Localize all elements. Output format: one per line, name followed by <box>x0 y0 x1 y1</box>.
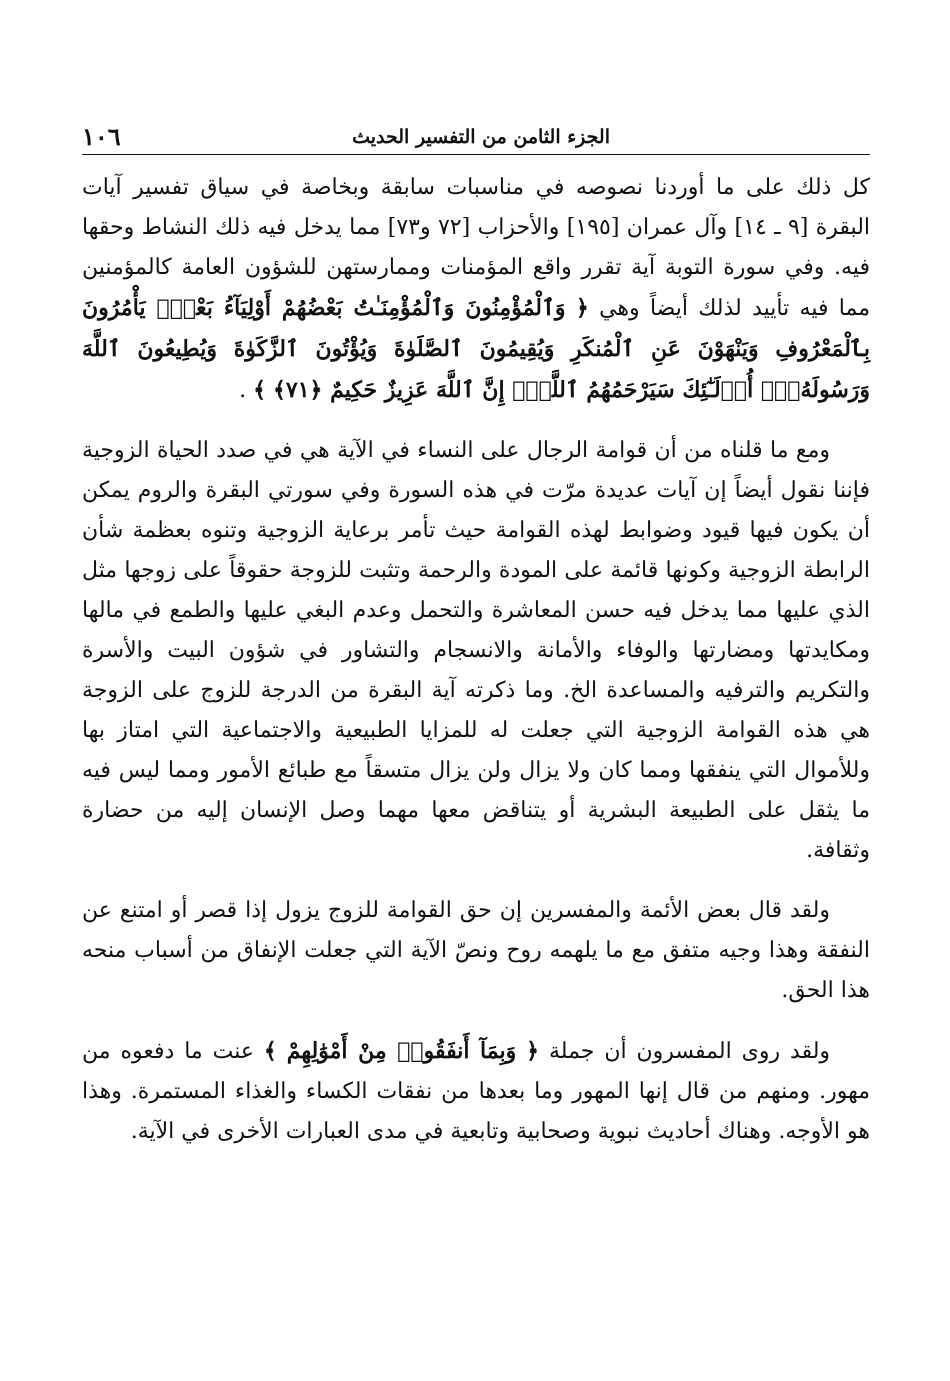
paragraph-2: ومع ما قلناه من أن قوامة الرجال على النساء في الآية هي في صدد الحياة الزوجية فإننا نقول أيضاً إن آيات عديدة مرّت في هذه السورة وفي سورتي البقرة والروم يمكن أن يكون فيها قيود وضوابط لهذه القوامة حيث تأمر برعاية الزوجية وتنوه بعظمة شأن الرابطة الزوجية وكونها قائمة على المودة والرحمة وتثبت للزوجة حقوقاً على زوجها مثل الذي عليها مما يدخل فيه حسن المعاشرة والتحمل وعدم البغي عليها والطمع في مالها ومكايدتها ومضارتها والوفاء والأمانة والانسجام والتشاور في شؤون البيت والأسرة والتكريم والترفيه والمساعدة الخ. وما ذكرته آية البقرة من الدرجة للزوج على الزوجة هي هذه القوامة الزوجية التي جعلت له للمزايا الطبيعية والاجتماعية التي امتاز بها وللأموال التي ينفقها ومما كان ولا يزال ولن يزال متسقاً مع طبائع الأمور ومما ليس فيه ما يثقل على الطبيعة البشرية أو يتناقض معها مهما وصل الإنسان إليه من حضارة وثقافة. <box>82 438 870 863</box>
quran-verse-tawbah-71: وَٱلْمُؤْمِنُونَ وَٱلْمُؤْمِنَـٰتُ بَعْضُهُمْ أَوْلِيَآءُ بَعْضٍۚ يَأْمُرُونَ بِٱلْمَعْرُوفِ وَيَنْهَوْنَ عَنِ ٱلْمُنكَرِ وَيُقِيمُونَ ٱلصَّلَوٰةَ وَيُؤْتُونَ ٱلزَّكَوٰةَ وَيُطِيعُونَ ٱللَّهَ وَرَسُولَهُۥٓۚ أُو۟لَـٰٓئِكَ سَيَرْحَمُهُمُ ٱللَّهُۗ إِنَّ ٱللَّهَ عَزِيزٌ حَكِيمٌ ﴿٧١﴾ <box>82 295 871 403</box>
verse-close-bracket: ﴾ <box>253 377 267 403</box>
running-header <box>82 120 870 155</box>
verse-open-bracket: ﴿ <box>575 295 589 321</box>
page-number: ١٠٦ <box>82 122 121 151</box>
header-title: الجزء الثامن من التفسير الحديث <box>352 126 610 148</box>
main-text <box>82 168 870 1172</box>
verse-close-bracket: ﴾ <box>263 1038 277 1064</box>
paragraph-1-end: . <box>239 378 247 403</box>
paragraph-4-text: عنت ما دفعوه من مهور. ومنهم من قال إنها المهور وما بعدها من نفقات الكساء والغذاء المستمرة. وهذا هو الأوجه. وهناك أحاديث نبوية وصحابية وتابعية في مدى العبارات الأخرى في الآية. <box>82 1039 870 1144</box>
paragraph-1-text: كل ذلك على ما أوردنا نصوصه في مناسبات سابقة وبخاصة في سياق تفسير آيات البقرة [٩ ـ ١٤] وآل عمران [١٩٥] والأحزاب [٧٢ و٧٣] مما يدخل فيه ذلك النشاط وحقها فيه. وفي سورة التوبة آية تقرر واقع المؤمنات وممارستهن للشؤون العامة كالمؤمنين مما فيه تأييد لذلك أيضاً وهي <box>82 175 871 321</box>
paragraph-3: ولقد قال بعض الأئمة والمفسرين إن حق القوامة للزوج يزول إذا قصر أو امتنع عن النفقة وهذا وجيه متفق مع ما يلهمه روح ونصّ الآية التي جعلت الإنفاق من أسباب منحه هذا الحق. <box>82 898 870 1003</box>
paragraph-4 <box>82 1031 870 1152</box>
verse-open-bracket: ﴿ <box>526 1038 540 1064</box>
quran-verse-nisa-34-excerpt: وَبِمَآ أَنفَقُوا۟ مِنْ أَمْوَٰلِهِمْ <box>286 1038 517 1064</box>
paragraph-1 <box>82 168 870 411</box>
paragraph-4-start: ولقد روى المفسرون أن جملة <box>549 1039 831 1064</box>
